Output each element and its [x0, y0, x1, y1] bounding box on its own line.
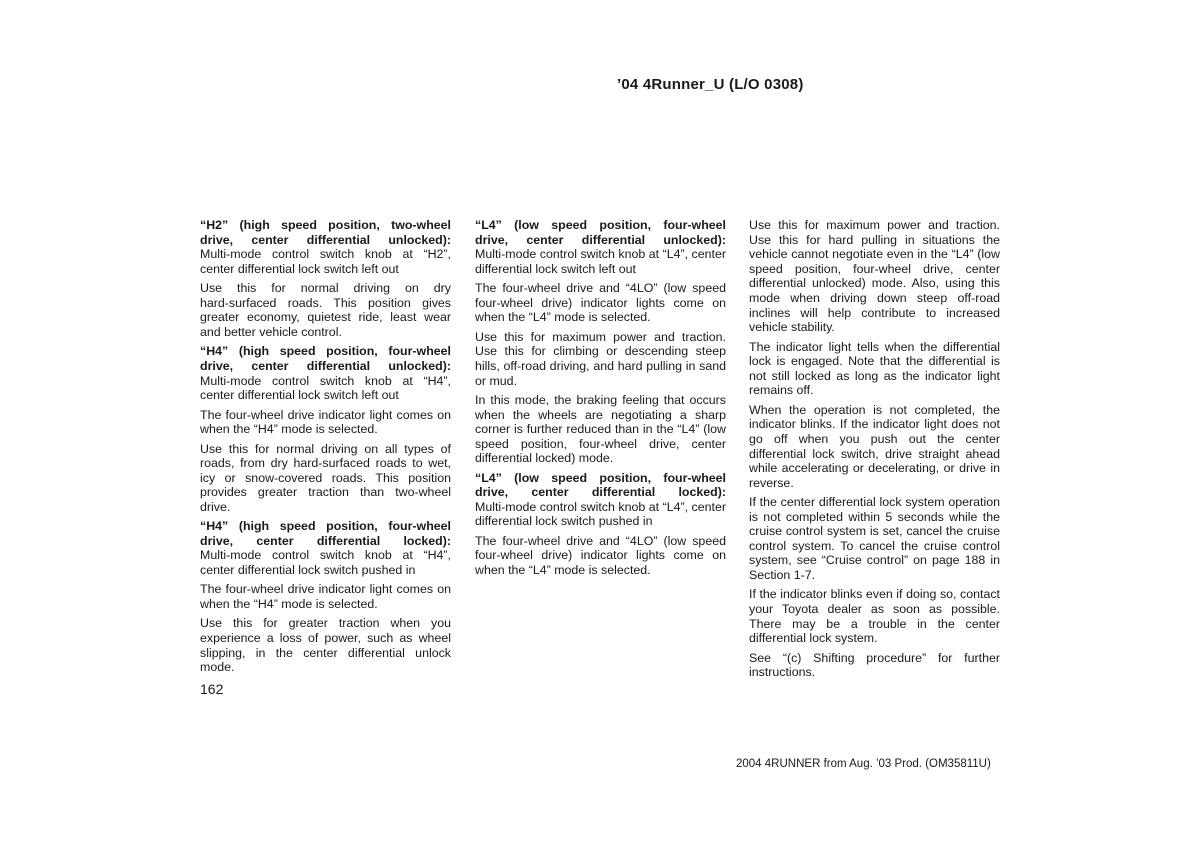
paragraph-text: Use this for maximum power and traction. Use this for climbing or descending steep hills, off‑road driving, and hard pulling in sand or mud.	[475, 329, 726, 388]
body-paragraph	[749, 403, 1000, 491]
document-footer: 2004 4RUNNER from Aug. ’03 Prod. (OM35811U)	[736, 758, 991, 770]
body-paragraph	[749, 587, 1000, 645]
paragraph-text: If the center differential lock system operation is not completed within 5 seconds while the cruise control system is set, cancel the cruise control system. To cancel the cruise control system, see “Cruise control” on page 188 in Section 1‑7.	[749, 495, 1000, 583]
paragraph-text: Use this for normal driving on all types of roads, from dry hard‑surfaced roads to wet, icy or snow‑covered roads. This position provides greater traction than two‑wheel drive.	[200, 441, 451, 514]
section-heading: “L4” (low speed position, four‑wheel drive, center differential unlocked):	[475, 218, 726, 247]
page-number: 162	[200, 681, 224, 697]
document-header: ’04 4Runner_U (L/O 0308)	[617, 76, 804, 93]
paragraph-text: In this mode, the braking feeling that occurs when the wheels are negotiating a sharp corner is further reduced than in the “L4” (low speed position, four‑wheel drive, center differential locked) mode.	[475, 392, 726, 466]
paragraph-text: Multi‑mode control switch knob at “L4”, center differential lock switch left out	[475, 247, 726, 276]
body-paragraph	[200, 442, 451, 515]
text-column-3	[749, 218, 1000, 685]
paragraph-text: The four‑wheel drive indicator light comes on when the “H4” mode is selected.	[200, 407, 451, 437]
text-column-1	[200, 218, 451, 680]
paragraph-text: Multi‑mode control switch knob at “H2”, center differential lock switch left out	[200, 247, 451, 276]
section-paragraph	[200, 218, 451, 276]
paragraph-text: When the operation is not completed, the indicator blinks. If the indicator light does not go off when you push out the center differential lock switch, drive straight ahead while accelerating or decelerating, or drive in reverse.	[749, 402, 1000, 490]
body-paragraph	[749, 340, 1000, 398]
body-paragraph	[200, 281, 451, 339]
section-paragraph	[200, 344, 451, 402]
body-paragraph	[200, 616, 451, 674]
body-paragraph	[200, 408, 451, 437]
body-paragraph	[749, 218, 1000, 335]
paragraph-text: Use this for maximum power and traction. Use this for hard pulling in situations the vehicle cannot negotiate even in the “L4” (low speed position, four‑wheel drive, center differential unlocked) mode. Also, using this mode when driving down steep off‑road inclines will help contribute to increased vehicle stability.	[749, 218, 1000, 335]
body-paragraph	[475, 534, 726, 578]
paragraph-text: Multi‑mode control switch knob at “L4”, center differential lock switch pushed in	[475, 499, 726, 529]
body-paragraph	[749, 651, 1000, 680]
paragraph-text: The four‑wheel drive and “4LO” (low speed four‑wheel drive) indicator lights come on when the “L4” mode is selected.	[475, 533, 726, 578]
section-paragraph	[475, 471, 726, 529]
text-column-2	[475, 218, 726, 582]
paragraph-text: See “(c) Shifting procedure” for further instructions.	[749, 650, 1000, 680]
body-paragraph	[475, 330, 726, 388]
paragraph-text: Use this for normal driving on dry hard‑surfaced roads. This position gives greater economy, quietest ride, least wear and better vehicle control.	[200, 281, 451, 339]
paragraph-text: Multi‑mode control switch knob at “H4”, center differential lock switch pushed in	[200, 548, 451, 578]
section-heading: “H2” (high speed position, two‑wheel drive, center differential unlocked):	[200, 218, 451, 247]
body-paragraph	[475, 393, 726, 466]
section-heading: “H4” (high speed position, four‑wheel drive, center differential locked):	[200, 519, 451, 548]
paragraph-text: The four‑wheel drive indicator light comes on when the “H4” mode is selected.	[200, 582, 451, 612]
section-paragraph	[200, 519, 451, 577]
section-heading: “H4” (high speed position, four‑wheel drive, center differential unlocked):	[200, 344, 451, 373]
paragraph-text: Use this for greater traction when you experience a loss of power, such as wheel slipping, in the center differential unlock mode.	[200, 616, 451, 675]
paragraph-text: The indicator light tells when the differential lock is engaged. Note that the differential is not still locked as long as the indicator light remains off.	[749, 339, 1000, 398]
body-paragraph	[475, 281, 726, 325]
paragraph-text: If the indicator blinks even if doing so, contact your Toyota dealer as soon as possible. There may be a trouble in the center differential lock system.	[749, 587, 1000, 646]
section-paragraph	[475, 218, 726, 276]
section-heading: “L4” (low speed position, four‑wheel drive, center differential locked):	[475, 470, 726, 500]
body-paragraph	[200, 582, 451, 611]
paragraph-text: Multi‑mode control switch knob at “H4”, center differential lock switch left out	[200, 373, 451, 403]
paragraph-text: The four‑wheel drive and “4LO” (low speed four‑wheel drive) indicator lights come on when the “L4” mode is selected.	[475, 281, 726, 325]
body-paragraph	[749, 495, 1000, 583]
